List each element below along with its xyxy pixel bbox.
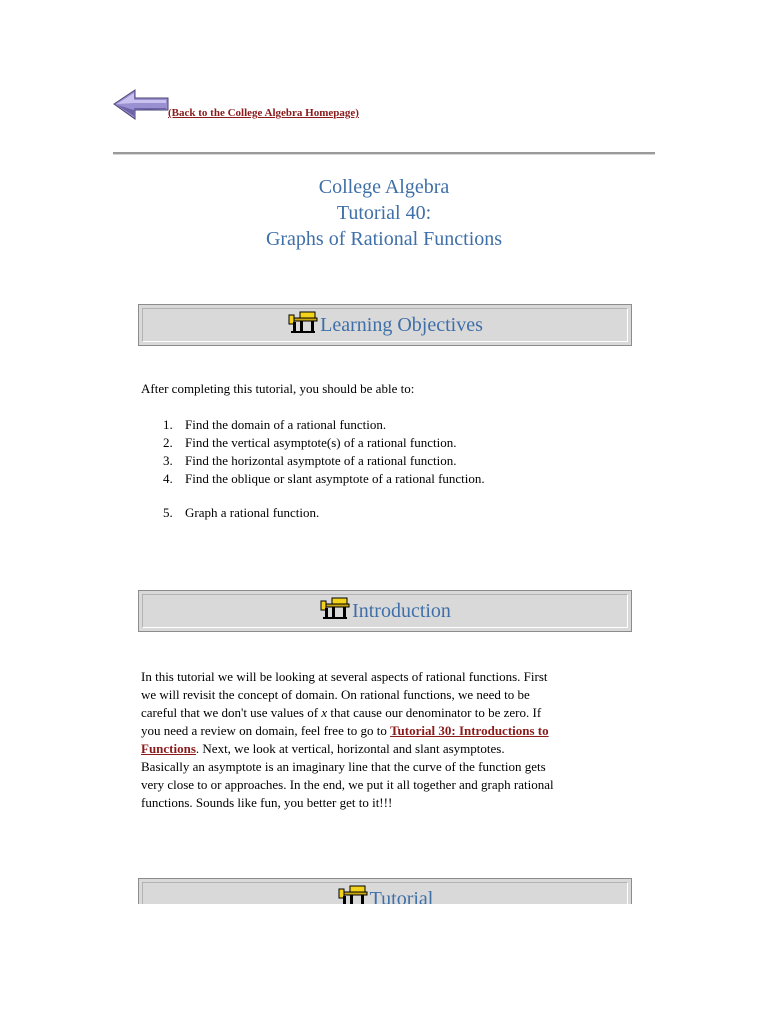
introduction-header (138, 590, 632, 632)
school-desk-icon (319, 596, 351, 620)
tutorial-title: Graphs of Rational Functions (265, 228, 503, 250)
tutorial-title: Tutorial (369, 887, 434, 904)
back-arrow-icon[interactable] (113, 89, 169, 121)
learning-objectives-header (138, 304, 632, 346)
tutorial-number: Tutorial 40: (336, 202, 432, 224)
variable-x: x (321, 705, 328, 720)
objectives-intro-text: After completing this tutorial, you should be able to: (141, 381, 415, 396)
school-desk-icon (337, 884, 369, 904)
tutorial-30-link-continued[interactable]: Functions (141, 741, 196, 756)
list-item: 2. Find the vertical asymptote(s) of a rational function. (163, 435, 457, 450)
introduction-title: Introduction (352, 599, 451, 622)
tutorial-30-link[interactable]: Tutorial 30: Introductions to (390, 723, 549, 738)
list-item: 4. Find the oblique or slant asymptote of a rational function. (163, 471, 485, 486)
list-item: 5. Graph a rational function. (163, 505, 320, 520)
introduction-text: In this tutorial we will be looking at several aspects of rational functions. First we will revisit the concept of domain. On rational functions, we need to be careful that we don't use values of x that cause our denominator to be zero. If you need a review on domain, feel free to go to Tutorial 30: Introductions to Functions. Next, we look at vertical, horizontal and slant asymptotes. Basically an asymptote is an imaginary line that the curve of the function gets very close to or approaches. In the end, we put it all together and graph rational functions. Sounds like fun, you better get to it!!! (141, 669, 554, 810)
tutorial-header (138, 878, 632, 904)
learning-objectives-title: Learning Objectives (320, 313, 483, 336)
page-title (0, 174, 768, 252)
tutorial-header-clip (138, 878, 632, 904)
school-desk-icon (287, 310, 319, 334)
list-item: 1. Find the domain of a rational function. (163, 417, 387, 432)
back-to-homepage-link[interactable]: (Back to the College Algebra Homepage) (168, 107, 359, 119)
objectives-list (141, 416, 485, 522)
list-item: 3. Find the horizontal asymptote of a rational function. (163, 453, 457, 468)
course-title: College Algebra (318, 176, 450, 198)
horizontal-divider (113, 152, 655, 155)
